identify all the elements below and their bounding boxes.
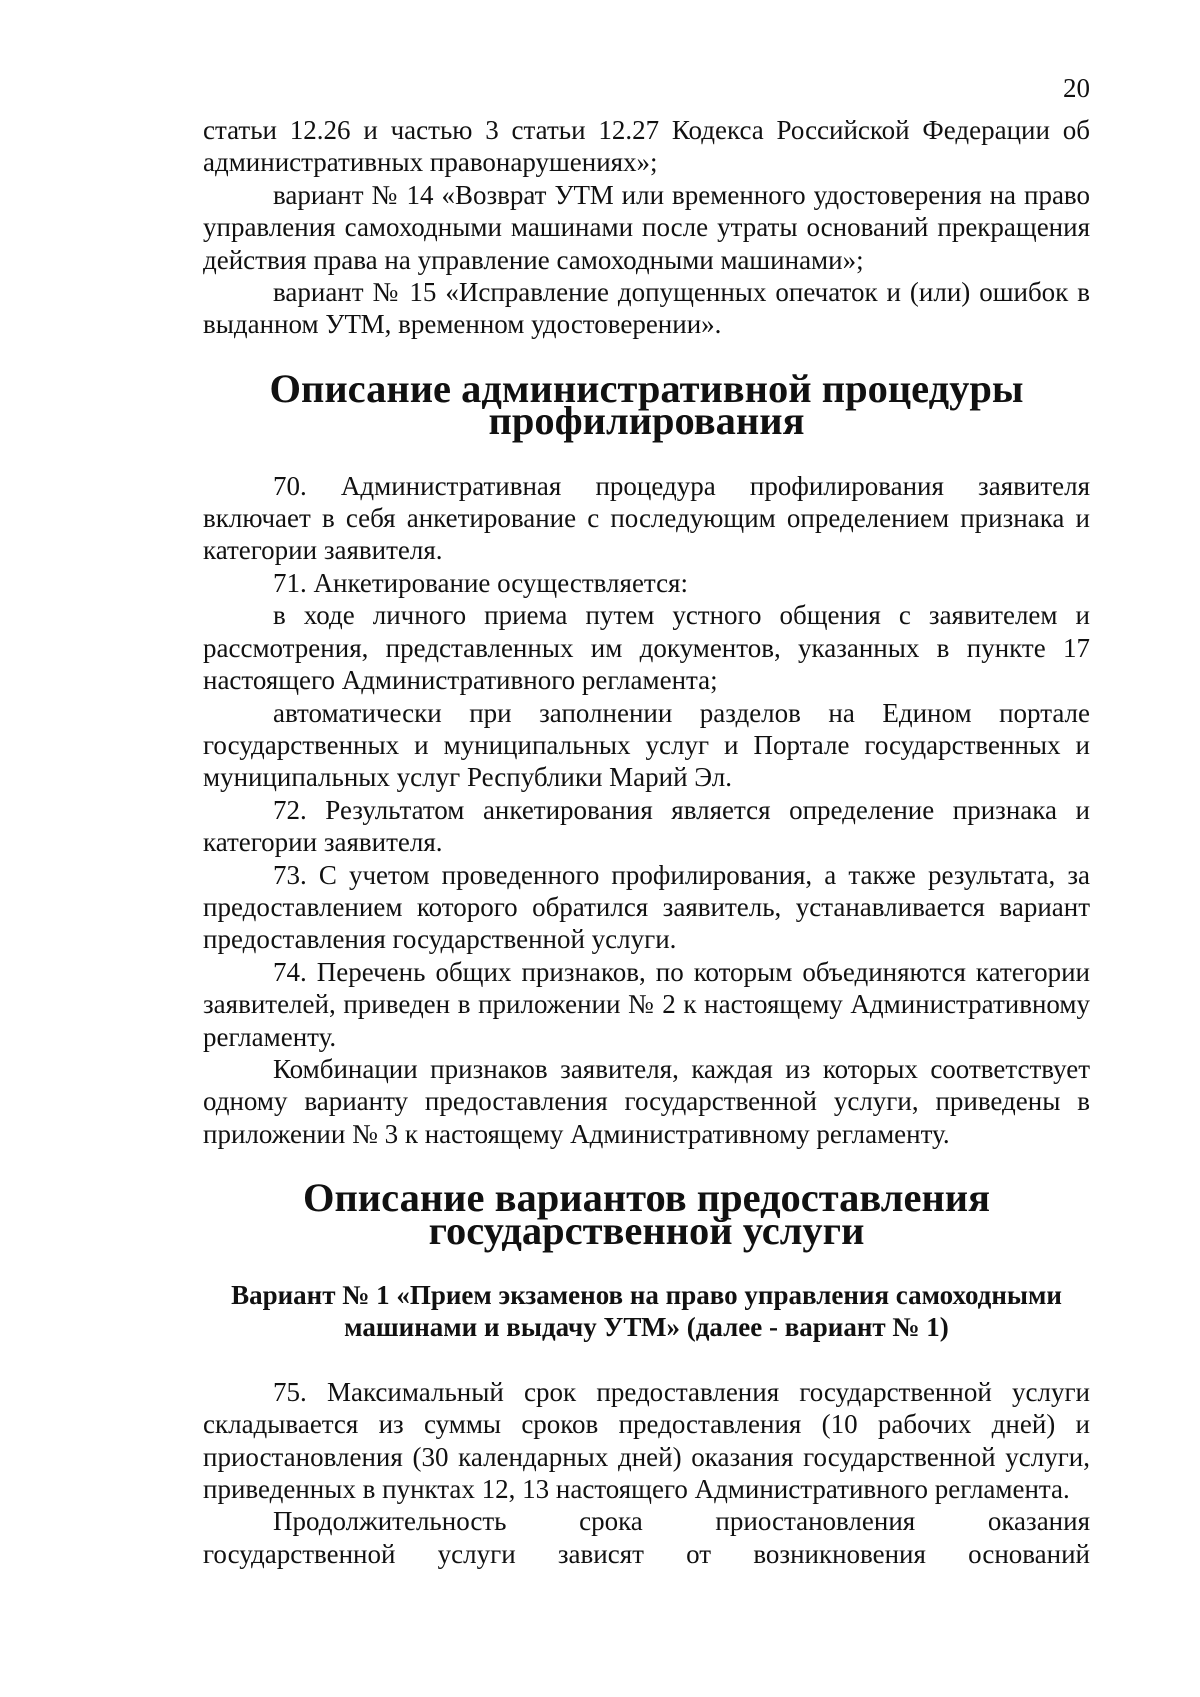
paragraph-71-automatic: автоматически при заполнении разделов на Едином портале государственных и муниципальных услуг и Портале государственных и муниципальных услуг Республики Марий Эл. (203, 697, 1090, 793)
paragraph-75: 75. Максимальный срок предоставления государственной услуги складывается из суммы сроков предоставления (10 рабочих дней) и приостановления (30 календарных дней) оказания государственной услуги, приведенных в пунктах 12, 13 настоящего Административного регламента. (203, 1376, 1090, 1505)
paragraph-71: 71. Анкетирование осуществляется: (273, 567, 688, 598)
variant-1-heading-line-1: Вариант № 1 «Прием экзаменов на право управления самоходными (231, 1280, 1062, 1310)
document-body (203, 114, 1090, 1570)
section-heading-profiling: Описание административной процедуры профилирования (269, 365, 1024, 444)
paragraph-70: 70. Административная процедура профилирования заявителя включает в себя анкетирование с последующим определением признака и категории заявителя. (203, 470, 1090, 566)
paragraph-variant-15: вариант № 15 «Исправление допущенных опечаток и (или) ошибок в выданном УТМ, временном удостоверении». (203, 277, 1090, 340)
paragraph-continuation: статьи 12.26 и частью 3 статьи 12.27 Кодекса Российской Федерации об административных правонарушениях»; (203, 115, 1090, 178)
section-heading-variant-1 (203, 1279, 1090, 1344)
variant-1-heading-line-2: машинами и выдачу УТМ» (далее - вариант № 1) (344, 1312, 949, 1343)
paragraph-combinations: Комбинации признаков заявителя, каждая из которых соответствует одному варианту предоставления государственной услуги, приведены в приложении № 3 к настоящему Административному регламенту. (203, 1053, 1090, 1149)
paragraph-71-personal: в ходе личного приема путем устного общения с заявителем и рассмотрения, представленных им документов, указанных в пункте 17 настоящего Административного регламента; (203, 600, 1090, 696)
paragraph-73: 73. С учетом проведенного профилирования, а также результата, за предоставлением которого обратился заявитель, устанавливается вариант предоставления государственной услуги. (203, 859, 1090, 955)
paragraph-74: 74. Перечень общих признаков, по которым объединяются категории заявителей, приведен в приложении № 2 к настоящему Административному регламенту. (203, 956, 1090, 1052)
page-number: 20 (1063, 73, 1090, 103)
paragraph-suspension-duration: Продолжительность срока приостановления оказания государственной услуги зависят от возникновения оснований (203, 1506, 1090, 1569)
paragraph-72: 72. Результатом анкетирования является определение признака и категории заявителя. (203, 794, 1090, 858)
paragraph-variant-14: вариант № 14 «Возврат УТМ или временного удостоверения на право управления самоходными машинами после утраты оснований прекращения действия права на управление самоходными машинами»; (203, 179, 1090, 275)
section-heading-variants: Описание вариантов предоставления государственной услуги (302, 1175, 991, 1253)
